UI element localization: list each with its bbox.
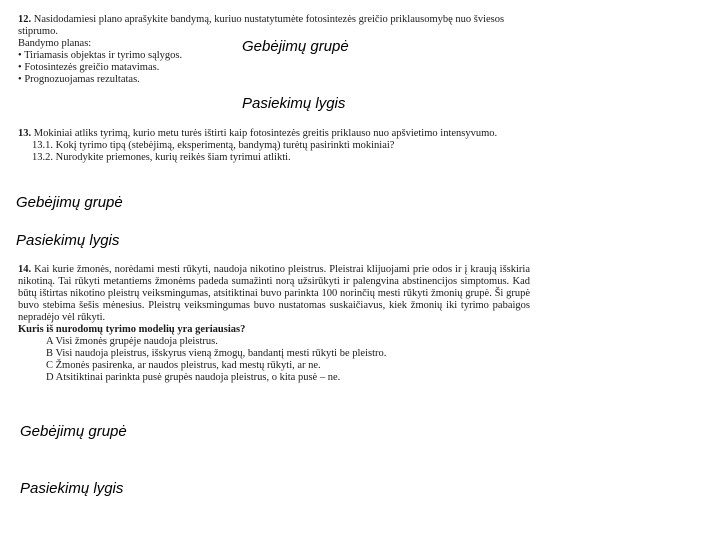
question-14 xyxy=(18,264,530,384)
question-13-text: 13. Mokiniai atliks tyrimą, kurio metu turės ištirti kaip fotosintezės greitis priklauso nuo apšvietimo intensyvumo. xyxy=(18,128,498,139)
plan-item: • Fotosintezės greičio matavimas. xyxy=(18,62,530,74)
level-label: Pasiekimų lygis xyxy=(16,232,120,249)
question-14-text: 14. Kai kurie žmonės, norėdami mesti rūkyti, naudoja nikotino pleistrus. Pleistrai klijuojami prie odos ir į kraują išskiria nikotiną. Tai rūkyti metantiems žmonėms padeda sumažinti norą užsirūkyti ir palengvina abstinencijos simptomus. Kad būtų ištirtas nikotino pleistrų veiksmingumas, atsitiktinai buvo parinkta 100 norinčių mesti rūkyti žmonių grupė. Ši grupė buvo stebima šešis mėnesius. Pleistrų veiksmingumas buvo nustatomas suskaičiavus, kiek žmonių iki tyrimo pabaigos nepradėjo vėl rūkyti. xyxy=(18,264,530,323)
plan-item: • Prognozuojamas rezultatas. xyxy=(18,74,530,86)
group-label: Gebėjimų grupė xyxy=(16,194,123,211)
answer-option: C Žmonės pasirenka, ar naudos pleistrus, kad mestų rūkyti, ar ne. xyxy=(46,360,321,371)
sub-question: 13.1. Kokį tyrimo tipą (stebėjimą, eksperimentą, bandymą) turėtų pasirinkti mokiniai? xyxy=(32,140,395,151)
level-label: Pasiekimų lygis xyxy=(20,480,124,497)
question-14-prompt: Kuris iš nurodomų tyrimo modelių yra geriausias? xyxy=(18,324,246,335)
sub-question: 13.2. Nurodykite priemones, kurių reikės šiam tyrimui atlikti. xyxy=(32,152,291,163)
answer-option: A Visi žmonės grupėje naudoja pleistrus. xyxy=(46,336,218,347)
answer-option: D Atsitiktinai parinkta pusė grupės naudoja pleistrus, o kita pusė – ne. xyxy=(46,372,341,383)
group-label: Gebėjimų grupė xyxy=(20,423,127,440)
group-label: Gebėjimų grupė xyxy=(242,38,349,55)
plan-title: Bandymo planas: xyxy=(18,38,92,49)
answer-option: B Visi naudoja pleistrus, išskyrus vieną žmogų, bandantį mesti rūkyti be pleistro. xyxy=(46,348,387,359)
question-12-text: 12. Nasidodamiesi plano aprašykite bandymą, kuriuo nustatytumėte fotosintezės greičio priklausomybę nuo šviesos stiprumo. xyxy=(18,14,505,37)
plan-item: • Tiriamasis objektas ir tyrimo sąlygos. xyxy=(18,50,530,62)
question-13 xyxy=(18,128,530,164)
level-label: Pasiekimų lygis xyxy=(242,95,346,112)
